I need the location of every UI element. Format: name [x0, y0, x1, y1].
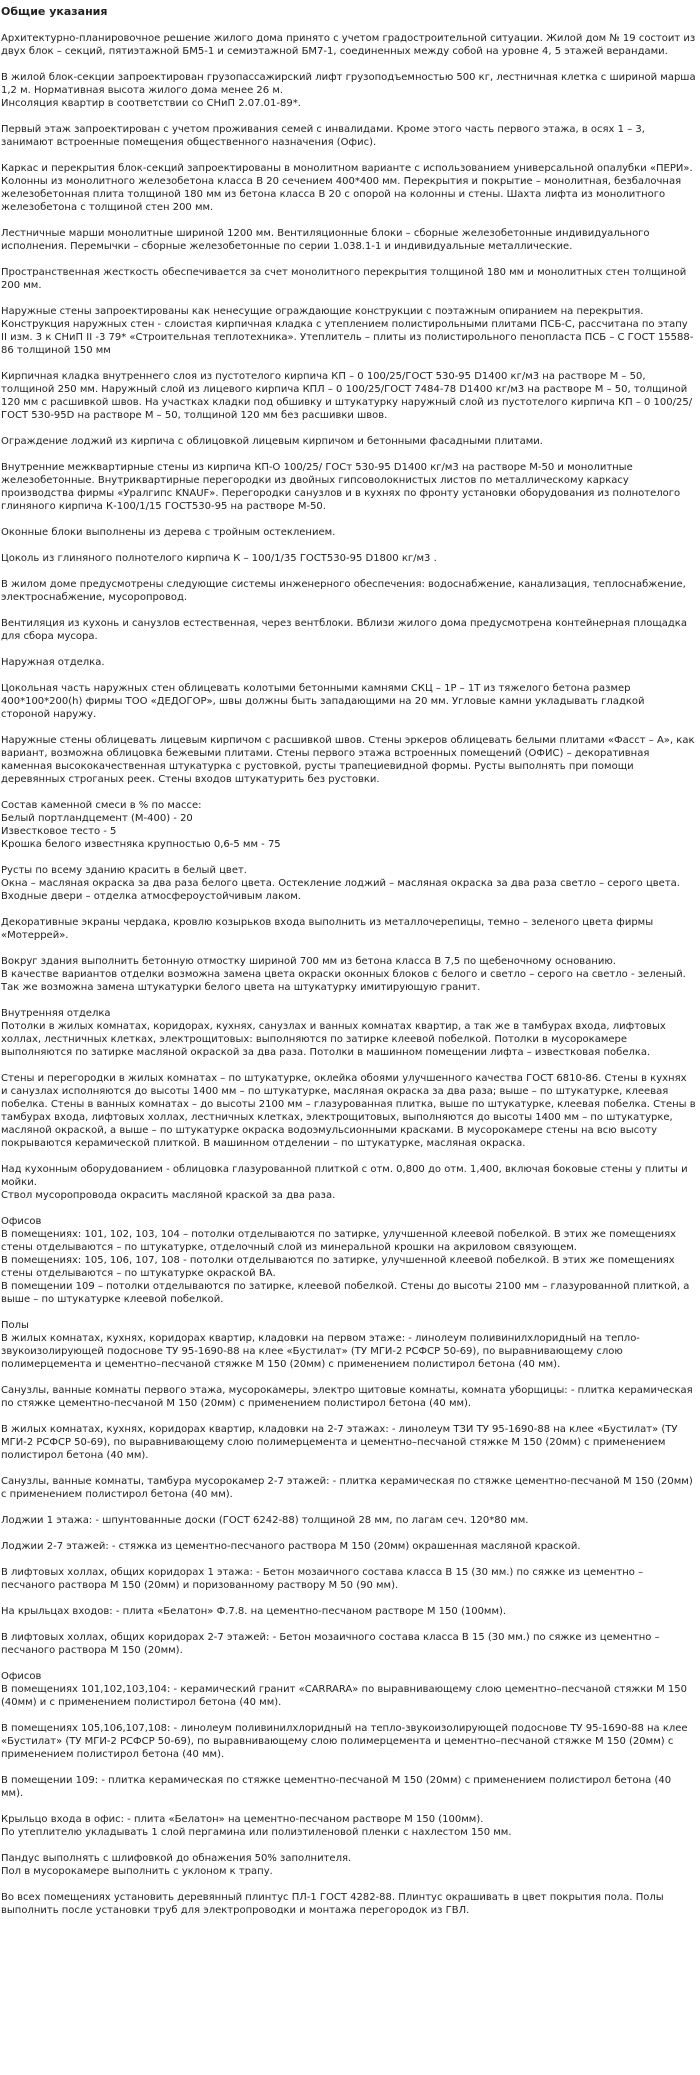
- paragraph-line: Крошка белого известняка крупностью 0,6-5 мм - 75: [1, 839, 281, 850]
- page-title: Общие указания: [1, 5, 108, 18]
- paragraph-line: Наружные стены запроектированы как ненесущие ограждающие конструкции с поэтажным опиранием на перекрытия. Конструкция наружных стен - слоистая кирпичная кладка с утеплением полистирольными плитами ПСБ-С, рассчитана по этапу II изм. 3 к СНиП II -3 79* «Строительная теплотехника». Утеплитель – плиты из полистирольного пенопласта ПСБ – С ГОСТ 15588-86 толщиной 150 мм: [1, 306, 694, 356]
- paragraph-line: Известковое тесто - 5: [1, 826, 117, 837]
- paragraph: [1, 1722, 696, 1761]
- paragraph-line: Наружная отделка.: [1, 657, 105, 668]
- paragraph: [1, 799, 696, 851]
- paragraph: [1, 1423, 696, 1462]
- paragraph: [1, 734, 696, 786]
- paragraph: [1, 1852, 696, 1878]
- paragraph-line: Русты по всему зданию красить в белый цвет.: [1, 865, 247, 876]
- paragraph-line: Крыльцо входа в офис: - плита «Белатон» на цементно-песчаном растворе М 150 (100мм).: [1, 1814, 484, 1825]
- paragraph: [1, 1319, 696, 1371]
- paragraph: [1, 1384, 696, 1410]
- paragraph: [1, 578, 696, 604]
- paragraph-line: Инсоляция квартир в соответствии со СНиП 2.07.01-89*.: [1, 98, 301, 109]
- paragraph: [1, 123, 696, 149]
- paragraph: [1, 1163, 696, 1202]
- paragraph: [1, 305, 696, 357]
- paragraph-line: Оконные блоки выполнены из дерева с тройным остеклением.: [1, 527, 336, 538]
- paragraph: [1, 71, 696, 110]
- paragraph-line: Наружные стены облицевать лицевым кирпичом с расшивкой швов. Стены эркеров облицевать белыми плитами «Фасст – А», как вариант, возможна облицовка бежевыми плитами. Стены первого этажа встроенных помещений (ОФИС) – декоративная каменная высококачественная штукатурка с рустовкой, русты трапециевидной формы. Русты выполнять при помощи деревянных строганых реек. Стены входов штукатурить без рустовки.: [1, 735, 695, 785]
- paragraph: [1, 1605, 696, 1618]
- paragraph-line: В жилых комнатах, кухнях, коридорах квартир, кладовки на первом этаже: - линолеум поливинилхлоридный на тепло-звукоизолирующей подоснове ТУ 95-1690-88 на клее «Бустилат» (ТУ МГИ-2 РСФСР 50-69), по выравнивающему слою полимерцемента и цементно–песчаной стяжке М 150 (20мм) с применением полистирол бетона (40 мм).: [1, 1333, 640, 1370]
- paragraph-line: В помещениях: 101, 102, 103, 104 – потолки отделываются по затирке, улучшенной клеевой побелкой. В этих же помещениях стены отделываются – по штукатурке, отделочный слой из минеральной крошки на акриловом связующем.: [1, 1229, 677, 1253]
- paragraph-line: Лестничные марши монолитные шириной 1200 мм. Вентиляционные блоки – сборные железобетонные индивидуального исполнения. Перемычки – сборные железобетонные по серии 1.038.1-1 и индивидуальные металлические.: [1, 228, 650, 252]
- paragraph-line: По утеплителю укладывать 1 слой пергамина или полиэтиленовой пленки с нахлестом 150 мм.: [1, 1827, 512, 1838]
- paragraph-line: Ограждение лоджий из кирпича с облицовкой лицевым кирпичом и бетонными фасадными плитами.: [1, 436, 543, 447]
- paragraph-line: В помещениях: 105, 106, 107, 108 - потолки отделываются по затирке, улучшенной клеевой побелкой. В этих же помещениях стены отделываются – по штукатурке окраской ВА.: [1, 1255, 675, 1279]
- paragraph-line: В лифтовых холлах, общих коридорах 2-7 этажей: - Бетон мозаичного состава класса В 15 (30 мм.) по сяжке из цементно – песчаного раствора М 150 (20мм).: [1, 1632, 660, 1656]
- paragraph: [1, 526, 696, 539]
- paragraph-line: Пространственная жесткость обеспечивается за счет монолитного перекрытия толщиной 180 мм и монолитных стен толщиной 200 мм.: [1, 267, 687, 291]
- paragraph: [1, 266, 696, 292]
- paragraph-line: Белый портландцемент (М-400) - 20: [1, 813, 193, 824]
- paragraph: [1, 656, 696, 669]
- paragraph: [1, 1670, 696, 1709]
- paragraph-line: Внутренние межквартирные стены из кирпича КП-О 100/25/ ГОСт 530-95 D1400 кг/м3 на растворе М-50 и монолитные железобетонные. Внутриквартирные перегородки из двойных гипсоволокнистых листов по металлическому каркасу производства фирмы «Уралгипс KNAUF». Перегородки санузлов и в кухнях по фронту установки оборудования из полнотелого глиняного кирпича К-100/1/15 ГОСТ530-95 на растворе М-50.: [1, 462, 681, 512]
- paragraph-line: В жилом доме предусмотрены следующие системы инженерного обеспечения: водоснабжение, канализация, теплоснабжение, электроснабжение, мусоропровод.: [1, 579, 686, 603]
- paragraph: [1, 1215, 696, 1306]
- paragraph: [1, 682, 696, 721]
- paragraph: [1, 1475, 696, 1501]
- paragraph-line: Окна – масляная окраска за два раза белого цвета. Остекление лоджий – масляная окраска за два раза светло – серого цвета. Входные двери – отделка атмосфероустойчивым лаком.: [1, 878, 680, 902]
- paragraph: [1, 32, 696, 58]
- paragraph: [1, 955, 696, 994]
- paragraph: [1, 1566, 696, 1592]
- paragraph-line: Пандус выполнять с шлифовкой до обнажения 50% заполнителя.: [1, 1853, 352, 1864]
- paragraph-line: Потолки в жилых комнатах, коридорах, кухнях, санузлах и ванных комнатах квартир, а так же в тамбурах входа, лифтовых холлах, лестничных клетках, электрощитовых: выполняются по затирке клеевой побелкой. Потолки в мусорокамере выполняются по затирке масляной окраской за два раза. Потолки в машинном помещении лифта – известковая побелка.: [1, 1021, 666, 1058]
- paragraph-line: В жилых комнатах, кухнях, коридорах квартир, кладовки на 2-7 этажах: - линолеум ТЗИ ТУ 95-1690-88 на клее «Бустилат» (ТУ МГИ-2 РСФСР 50-69), по выравнивающему слою полимерцемента и цементно–песчаной стяжке М 150 (20мм) с применением полистирол бетона (40 мм).: [1, 1424, 678, 1461]
- paragraph-line: В качестве вариантов отделки возможна замена цвета окраски оконных блоков с белого и светло – серого на светло - зеленый. Так же возможна замена штукатурки белого цвета на штукатурку имитирующую гранит.: [1, 969, 686, 993]
- paragraph-line: Цокольная часть наружных стен облицевать колотыми бетонными камнями СКЦ – 1Р – 1Т из тяжелого бетона размер 400*100*200(h) фирмы ТОО «ДЕДОГОР», швы должны быть западающими на 20 мм. Угловые камни укладывать гладкой стороной наружу.: [1, 683, 645, 720]
- paragraph-line: Вентиляция из кухонь и санузлов естественная, через вентблоки. Вблизи жилого дома предусмотрена контейнерная площадка для сбора мусора.: [1, 618, 687, 642]
- paragraph: [1, 1514, 696, 1527]
- paragraph-line: На крыльцах входов: - плита «Белатон» Ф.7.8. на цементно-песчаном растворе М 150 (100мм).: [1, 1606, 507, 1617]
- paragraph-line: Офисов: [1, 1671, 42, 1682]
- paragraph-line: Ствол мусоропровода окрасить масляной краской за два раза.: [1, 1190, 336, 1201]
- paragraph: [1, 617, 696, 643]
- paragraph: [1, 1774, 696, 1800]
- paragraph: [1, 1813, 696, 1839]
- paragraph-line: Кирпичная кладка внутреннего слоя из пустотелого кирпича КП – 0 100/25/ГОСТ 530-95 D1400 кг/м3 на растворе М – 50, толщиной 250 мм. Наружный слой из лицевого кирпича КПЛ – 0 100/25/ГОСТ 7484-78 D1400 кг/м3 на растворе М – 50, толщиной 120 мм с расшивкой швов. На участках кладки под обшивку и штукатурку наружный слой из пустотелого кирпича КП – 0 100/25/ГОСТ 530-95D на растворе М – 50, толщиной 120 мм без расшивки швов.: [1, 371, 693, 421]
- document-body: [1, 32, 696, 1917]
- paragraph: [1, 162, 696, 214]
- paragraph: [1, 1891, 696, 1917]
- paragraph: [1, 1072, 696, 1150]
- paragraph-line: В помещении 109 – потолки отделываются по затирке, клеевой побелкой. Стены до высоты 2100 мм – глазурованной плиткой, а выше – по штукатурке клеевой побелкой.: [1, 1281, 690, 1305]
- paragraph-line: Во всех помещениях установить деревянный плинтус ПЛ-1 ГОСТ 4282-88. Плинтус окрашивать в цвет покрытия пола. Полы выполнить после установки труб для электропроводки и монтажа перегородок из ГВЛ.: [1, 1892, 664, 1916]
- paragraph-line: Состав каменной смеси в % по массе:: [1, 800, 202, 811]
- paragraph-line: Архитектурно-планировочное решение жилого дома принято с учетом градостроительной ситуации. Жилой дом № 19 состоит из двух блок – секций, пятиэтажной БМ5-1 и семиэтажной БМ7-1, соединенных между собой на уровне 4, 5 этажей верандами.: [1, 33, 696, 57]
- paragraph-line: Стены и перегородки в жилых комнатах – по штукатурке, оклейка обоями улучшенного качества ГОСТ 6810-86. Стены в кухнях и санузлах исполняются до высоты 1400 мм – по штукатурке, масляная окраска за два раза; выше – по штукатурке, клеевая побелка. Стены в ванных комнатах – до высоты 2100 мм – глазурованная плитка, выше по штукатурке, клеевая побелка. Стены в тамбурах входа, лифтовых холлах, лестничных клетках, электрощитовых, выполняются до высоты 1400 мм – по штукатурке, масляной окраской, а выше – по штукатурке окраска водоэмульсионными красками. В мусорокамере стены на всю высоту покрываются керамической плиткой. В машинном отделении – по штукатурке, масляная окраска.: [1, 1073, 696, 1149]
- paragraph-line: Лоджии 1 этажа: - шпунтованные доски (ГОСТ 6242-88) толщиной 28 мм, по лагам сеч. 120*80 мм.: [1, 1515, 529, 1526]
- paragraph-line: Санузлы, ванные комнаты, тамбура мусорокамер 2-7 этажей: - плитка керамическая по стяжке цементно-песчаной М 150 (20мм) с применением полистирол бетона (40 мм).: [1, 1476, 693, 1500]
- paragraph-line: В помещении 109: - плитка керамическая по стяжке цементно-песчаной М 150 (20мм) с применением полистирол бетона (40 мм).: [1, 1775, 672, 1799]
- paragraph: [1, 227, 696, 253]
- paragraph-line: В помещениях 105,106,107,108: - линолеум поливинилхлоридный на тепло-звукоизолирующей подоснове ТУ 95-1690-88 на клее «Бустилат» (ТУ МГИ-2 РСФСР 50-69), по выравнивающему слою полимерцемента и цементно–песчаной стяжке М 150 (20мм) с применением полистирол бетона (40 мм).: [1, 1723, 688, 1760]
- paragraph-line: Первый этаж запроектирован с учетом проживания семей с инвалидами. Кроме этого часть первого этажа, в осях 1 – 3, занимают встроенные помещения общественного назначения (Офис).: [1, 124, 645, 148]
- paragraph-line: Цоколь из глиняного полнотелого кирпича К – 100/1/35 ГОСТ530-95 D1800 кг/м3 .: [1, 553, 437, 564]
- paragraph: [1, 1007, 696, 1059]
- paragraph-line: Офисов: [1, 1216, 42, 1227]
- paragraph-line: Санузлы, ванные комнаты первого этажа, мусорокамеры, электро щитовые комнаты, комната уборщицы: - плитка керамическая по стяжке цементно-песчаной М 150 (20мм) с применением полистирол бетона (40 мм).: [1, 1385, 693, 1409]
- paragraph-line: Лоджии 2-7 этажей: - стяжка из цементно-песчаного раствора М 150 (20мм) окрашенная масляной краской.: [1, 1541, 581, 1552]
- paragraph: [1, 916, 696, 942]
- paragraph-line: Пол в мусорокамере выполнить с уклоном к трапу.: [1, 1866, 273, 1877]
- paragraph: [1, 435, 696, 448]
- paragraph-line: В жилой блок-секции запроектирован грузопассажирский лифт грузоподъемностью 500 кг, лестничная клетка с шириной марша 1,2 м. Нормативная высота жилого дома менее 26 м.: [1, 72, 696, 96]
- paragraph: [1, 461, 696, 513]
- paragraph-line: Над кухонным оборудованием - облицовка глазурованной плиткой с отм. 0,800 до отм. 1,400, включая боковые стены у плиты и мойки.: [1, 1164, 688, 1188]
- paragraph-line: Полы: [1, 1320, 29, 1331]
- paragraph: [1, 1631, 696, 1657]
- paragraph-line: В помещениях 101,102,103,104: - керамический гранит «CARRARA» по выравнивающему слою цементно–песчаной стяжки М 150 (40мм) и с применением полистирол бетона (40 мм).: [1, 1684, 688, 1708]
- paragraph: [1, 370, 696, 422]
- paragraph-line: Каркас и перекрытия блок-секций запроектированы в монолитном варианте с использованием универсальной опалубки «ПЕРИ». Колонны из монолитного железобетона класса В 20 сечением 400*400 мм. Перекрытия и покрытие – монолитная, безбалочная железобетонная плита толщиной 180 мм из бетона класса В 20 с опорой на колонны и стены. Шахта лифта из монолитного железобетона с толщиной стен 200 мм.: [1, 163, 693, 213]
- paragraph: [1, 552, 696, 565]
- paragraph-line: В лифтовых холлах, общих коридорах 1 этажа: - Бетон мозаичного состава класса В 15 (30 мм.) по сяжке из цементно – песчаного раствора М 150 (20мм) и поризованному раствору М 50 (90 мм).: [1, 1567, 644, 1591]
- paragraph-line: Декоративные экраны чердака, кровлю козырьков входа выполнить из металлочерепицы, темно – зеленого цвета фирмы «Мотеррей».: [1, 917, 654, 941]
- paragraph-line: Вокруг здания выполнить бетонную отмостку шириной 700 мм из бетона класса В 7,5 по щебеночному основанию.: [1, 956, 616, 967]
- paragraph: [1, 864, 696, 903]
- paragraph-line: Внутренняя отделка: [1, 1008, 111, 1019]
- paragraph: [1, 1540, 696, 1553]
